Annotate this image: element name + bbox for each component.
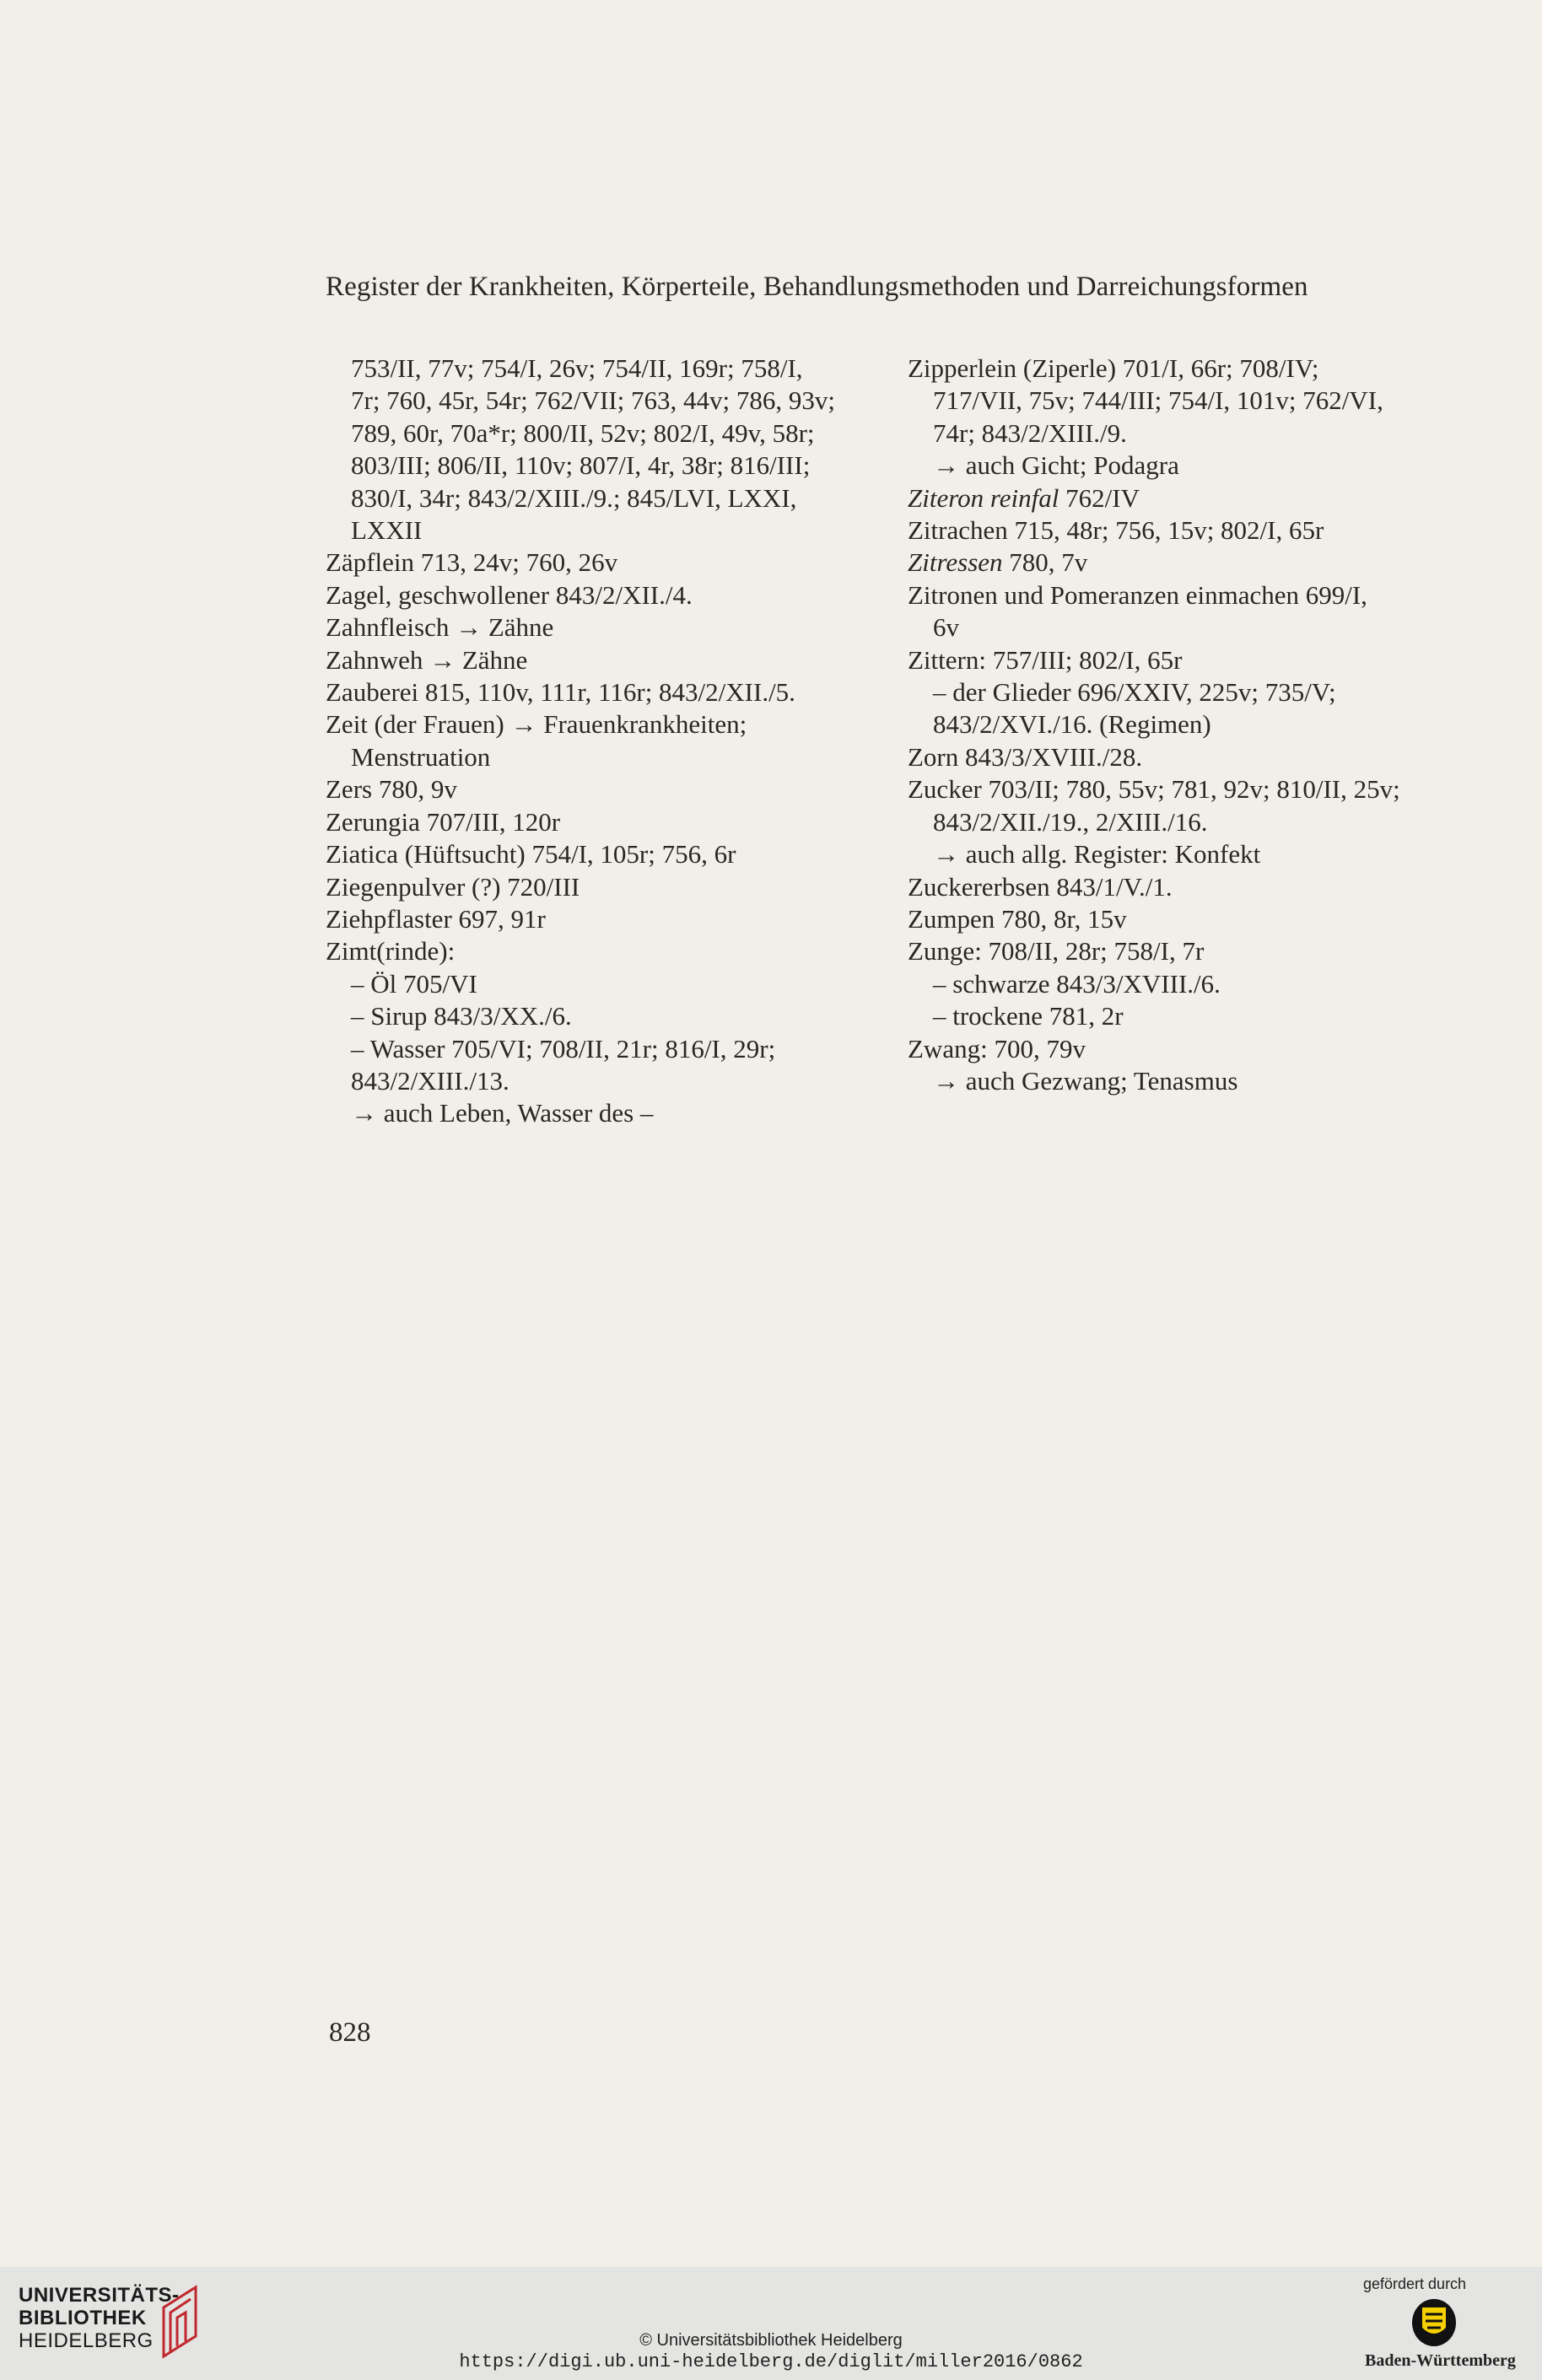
index-entry-line: – Öl 705/VI bbox=[351, 968, 477, 999]
library-name-line2: BIBLIOTHEK bbox=[19, 2307, 147, 2329]
index-column-left bbox=[326, 353, 835, 1130]
index-entry-line: Zittern: 757/III; 802/I, 65r bbox=[908, 644, 1183, 675]
index-entry-line: – trockene 781, 2r bbox=[933, 1001, 1124, 1031]
page-number: 828 bbox=[329, 2017, 371, 2048]
index-entry-line: 6v bbox=[933, 612, 959, 643]
index-entry-line: Zorn 843/3/XVIII./28. bbox=[908, 741, 1143, 772]
index-entry-line: Ziegenpulver (?) 720/III bbox=[326, 871, 580, 902]
index-entry-line: 717/VII, 75v; 744/III; 754/I, 101v; 762/VI, bbox=[933, 385, 1383, 416]
copyright-notice: © Universitätsbibliothek Heidelberg bbox=[639, 2331, 903, 2350]
index-entry-line: 753/II, 77v; 754/I, 26v; 754/II, 169r; 758/I, bbox=[351, 353, 803, 383]
index-entry-line: Ziteron reinfal 762/IV bbox=[908, 482, 1140, 513]
index-entry-line: – Sirup 843/3/XX./6. bbox=[351, 1001, 572, 1031]
library-name-line1: UNIVERSITÄTS- bbox=[19, 2284, 180, 2307]
index-entry-line: LXXII bbox=[351, 515, 423, 546]
index-entry-line: Zahnweh → Zähne bbox=[326, 644, 528, 675]
index-entry-line: → auch Leben, Wasser des – bbox=[351, 1098, 654, 1128]
index-entry-line: Zimt(rinde): bbox=[326, 936, 456, 967]
index-entry-line: 789, 60r, 70a*r; 800/II, 52v; 802/I, 49v, 58r; bbox=[351, 417, 815, 448]
index-entry-line: Zumpen 780, 8r, 15v bbox=[908, 903, 1127, 934]
index-entry-line: Zucker 703/II; 780, 55v; 781, 92v; 810/II, 25v; bbox=[908, 774, 1400, 805]
index-entry-line: 843/2/XVI./16. (Regimen) bbox=[933, 709, 1211, 740]
permalink-url[interactable]: https://digi.ub.uni-heidelberg.de/diglit/miller2016/0862 bbox=[459, 2351, 1083, 2372]
index-entry-line: 843/2/XIII./13. bbox=[351, 1065, 510, 1096]
index-entry-line: Zauberei 815, 110v, 111r, 116r; 843/2/XII./5. bbox=[326, 677, 795, 708]
index-entry-line: Zagel, geschwollener 843/2/XII./4. bbox=[326, 579, 693, 610]
funder-name: Baden-Württemberg bbox=[1365, 2351, 1516, 2370]
page-header: Register der Krankheiten, Körperteile, Behandlungsmethoden und Darreichungsformen bbox=[326, 272, 1308, 302]
index-entry-line: Zuckererbsen 843/1/V./1. bbox=[908, 871, 1173, 902]
index-entry-line: → auch Gezwang; Tenasmus bbox=[933, 1065, 1238, 1096]
index-entry-line: → auch allg. Register: Konfekt bbox=[933, 839, 1261, 870]
index-entry-line: Zahnfleisch → Zähne bbox=[326, 612, 554, 643]
index-entry-line: – schwarze 843/3/XVIII./6. bbox=[933, 968, 1221, 999]
library-name-line3: HEIDELBERG bbox=[19, 2329, 154, 2352]
index-entry-line: – der Glieder 696/XXIV, 225v; 735/V; bbox=[933, 677, 1336, 708]
funded-by-label: gefördert durch bbox=[1363, 2275, 1467, 2292]
index-entry-line: Zunge: 708/II, 28r; 758/I, 7r bbox=[908, 936, 1205, 967]
index-column-right bbox=[908, 353, 1405, 1097]
index-entry-line: → auch Gicht; Podagra bbox=[933, 450, 1179, 481]
index-entry-line: Zwang: 700, 79v bbox=[908, 1033, 1086, 1063]
index-entry-line: Menstruation bbox=[351, 741, 491, 772]
index-entry-line: Zeit (der Frauen) → Frauenkrankheiten; bbox=[326, 709, 747, 740]
index-entry-line: 803/III; 806/II, 110v; 807/I, 4r, 38r; 816/III; bbox=[351, 450, 811, 481]
index-entry-line: Zerungia 707/III, 120r bbox=[326, 806, 561, 837]
index-entry-line: 843/2/XII./19., 2/XIII./16. bbox=[933, 806, 1208, 837]
index-entry-line: Zers 780, 9v bbox=[326, 774, 457, 805]
index-entry-line: Ziatica (Hüftsucht) 754/I, 105r; 756, 6r bbox=[326, 839, 736, 870]
index-entry-line: 74r; 843/2/XIII./9. bbox=[933, 417, 1127, 448]
index-entry-line: Zitrachen 715, 48r; 756, 15v; 802/I, 65r bbox=[908, 515, 1324, 546]
index-entry-line: – Wasser 705/VI; 708/II, 21r; 816/I, 29r; bbox=[351, 1033, 776, 1063]
index-entry-line: Ziehpflaster 697, 91r bbox=[326, 903, 546, 934]
index-entry-line: Zitronen und Pomeranzen einmachen 699/I, bbox=[908, 579, 1367, 610]
index-entry-line: Zäpflein 713, 24v; 760, 26v bbox=[326, 547, 618, 578]
index-entry-line: 7r; 760, 45r, 54r; 762/VII; 763, 44v; 786, 93v; bbox=[351, 385, 835, 416]
index-entry-line: Zipperlein (Ziperle) 701/I, 66r; 708/IV; bbox=[908, 353, 1319, 383]
index-entry-line: Zitressen 780, 7v bbox=[908, 547, 1088, 578]
viewer-footer bbox=[0, 2267, 1542, 2380]
baden-wuerttemberg-coat-of-arms-icon[interactable] bbox=[1410, 2296, 1458, 2352]
index-entry-line: 830/I, 34r; 843/2/XIII./9.; 845/LVI, LXXI, bbox=[351, 482, 797, 513]
